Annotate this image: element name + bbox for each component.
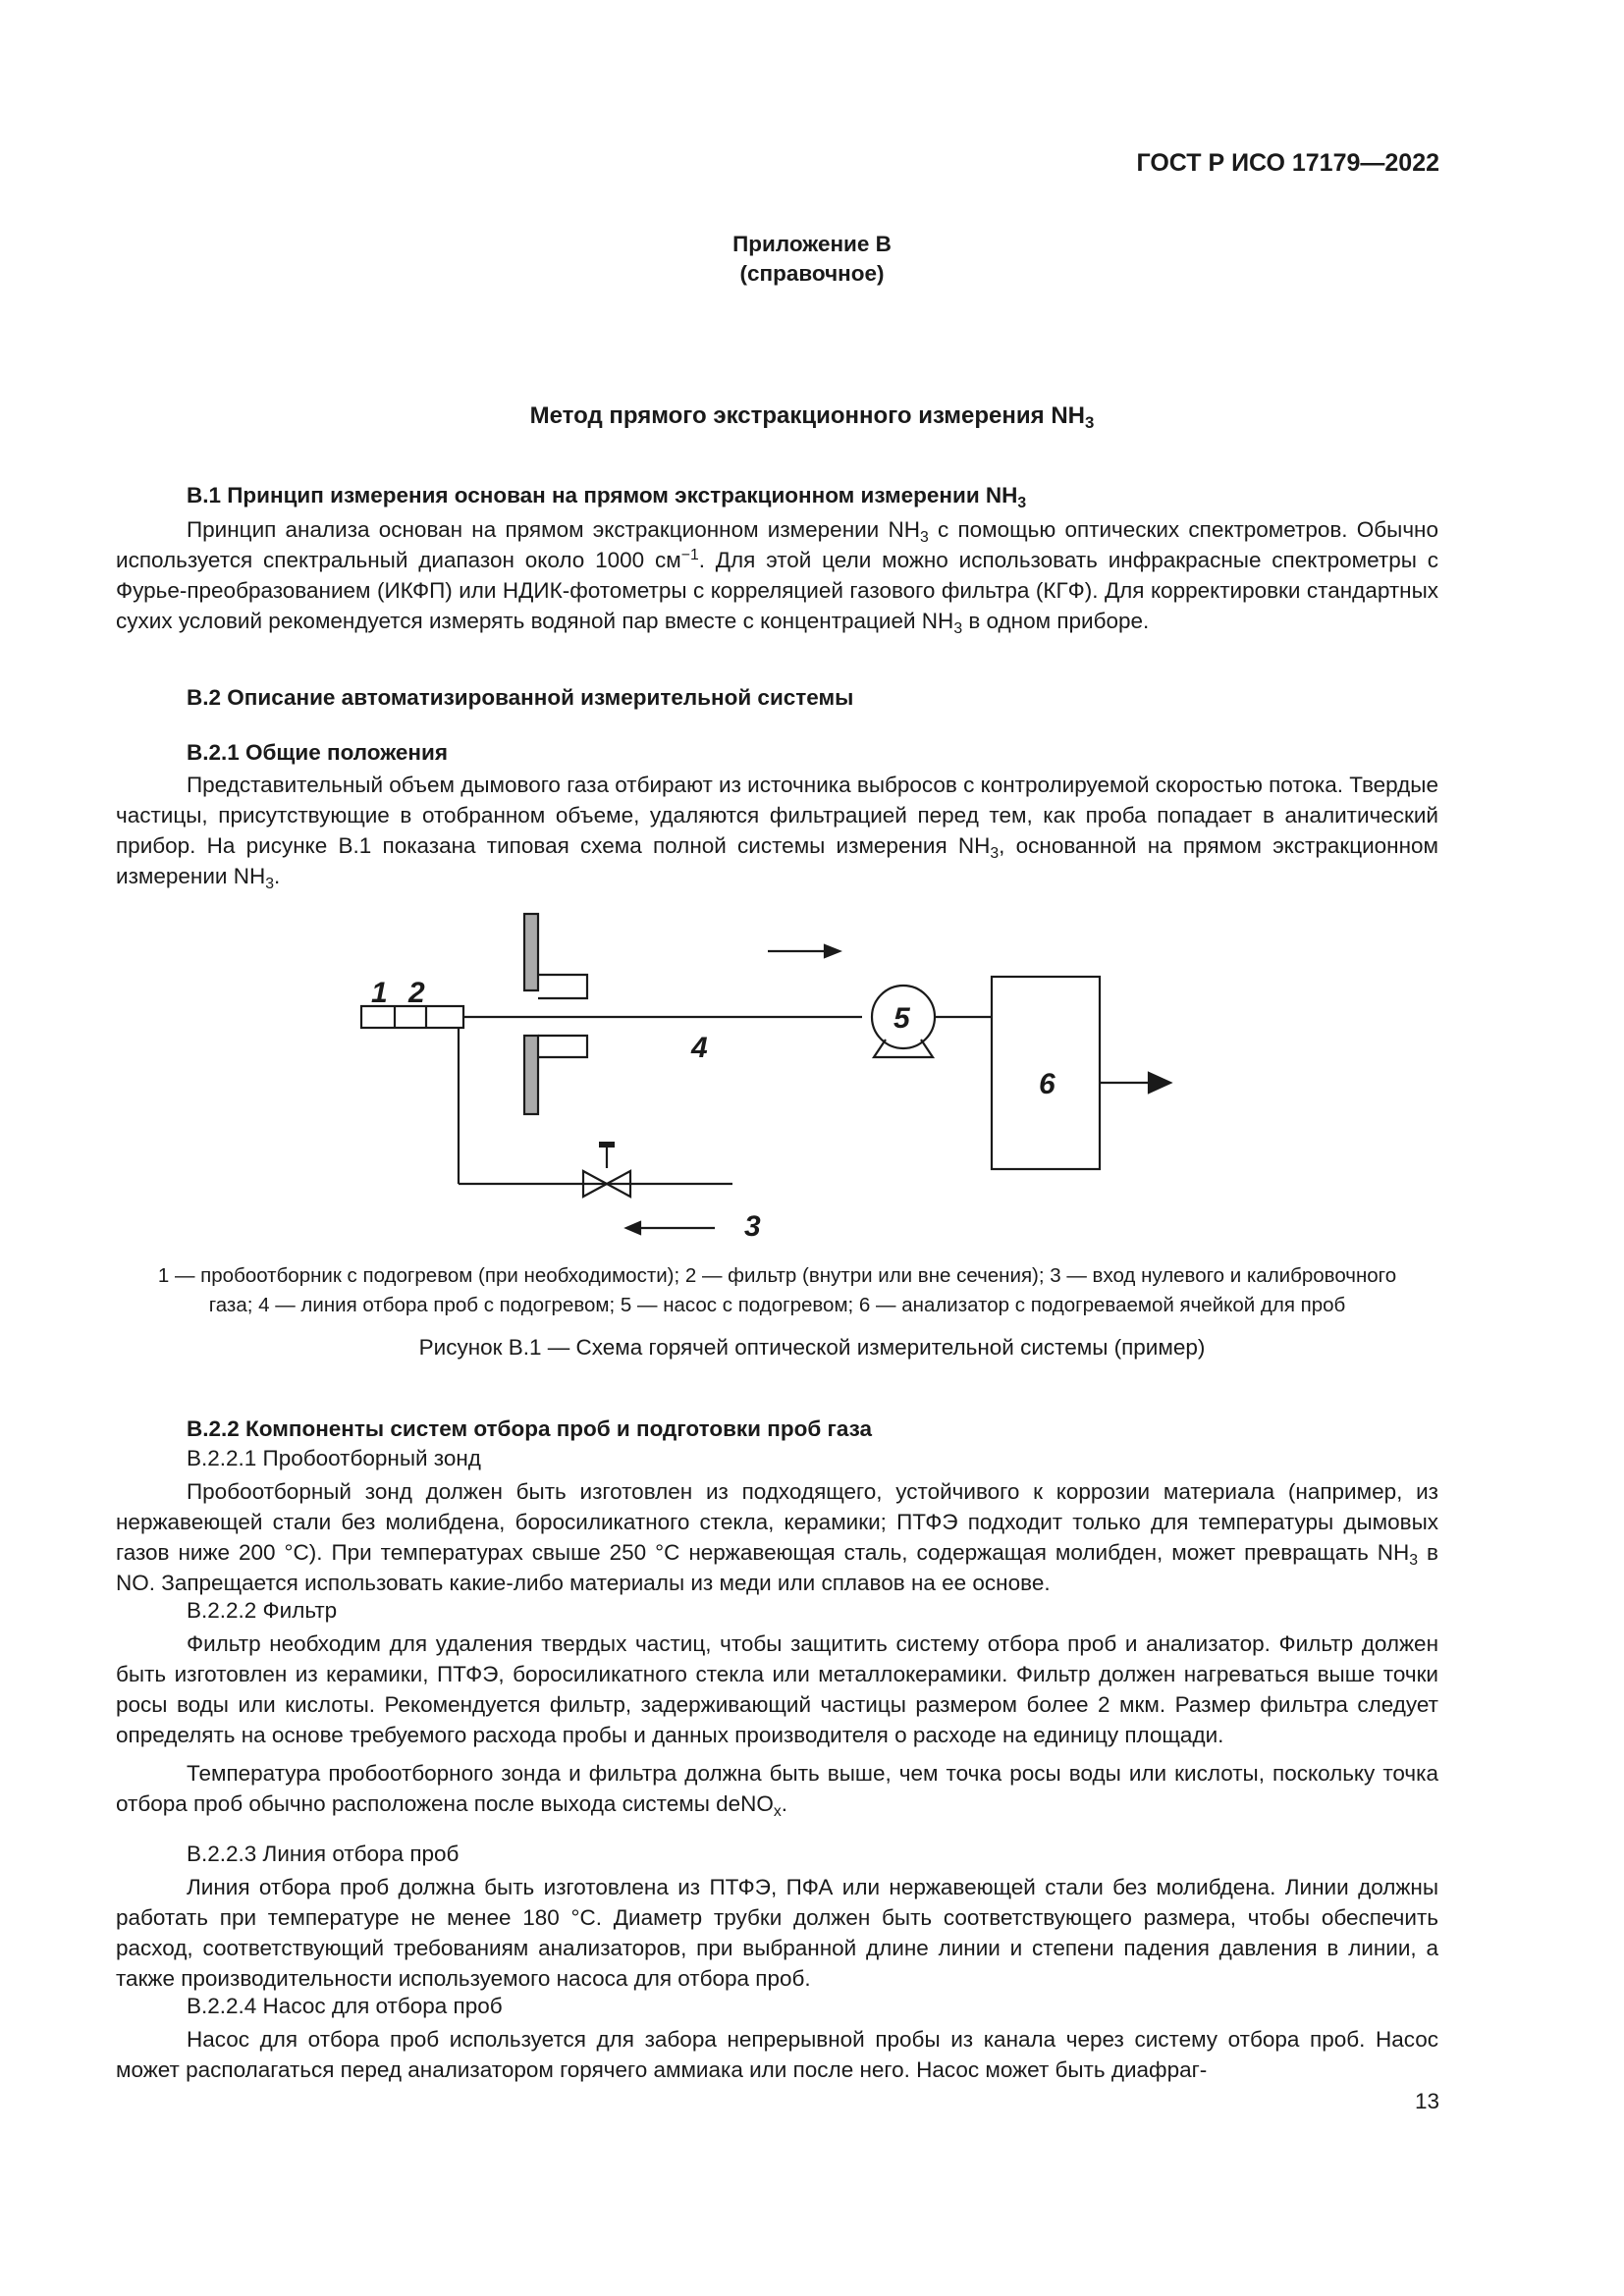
figure-caption: Рисунок B.1 — Схема горячей оптической измерительной системы (пример): [418, 1335, 1206, 1360]
figure-legend: 1 — пробоотборник с подогревом (при необходимости); 2 — фильтр (внутри или вне сечения); 3 — вход нулевого и калибровочного газа; 4 — линия отбора проб с подогревом; 5 — насос с подогревом; 6 — анализатор с подогреваемой ячейкой для проб: [157, 1264, 1397, 1316]
section-b2-heading: B.2 Описание автоматизированной измерительной системы: [187, 685, 854, 710]
appendix-title: Приложение B: [732, 232, 892, 256]
outlet-arrow: [1149, 1073, 1170, 1093]
section-b222-text: Фильтр необходим для удаления твердых частиц, чтобы защитить систему отбора проб и анализатор. Фильтр должен быть изготовлен из керамики, ПТФЭ, боросиликатного стекла или металлокерамики. Фильтр должен нагреваться выше точки росы воды или кислоты. Рекомендуется фильтр, задерживающий частицы размером более 2 мкм. Размер фильтра следует определять на основе требуемого расхода пробы и данных производителя о расходе на единицу площади. Температура пробоотборного зонда и фильтра должна быть выше, чем точка росы воды или кислоты, поскольку точка отбора проб обычно расположена после выхода системы deNO$_x$.: [116, 1631, 1438, 1820]
inlet-arrow: [626, 1222, 640, 1234]
label-4: 4: [691, 1032, 708, 1064]
section-b1-heading: B.1 Принцип измерения основан на прямом экстракционном измерении $NH_3$: [187, 483, 1027, 511]
document-id: ГОСТ Р ИСО 17179—2022: [1136, 149, 1439, 177]
flow-arrow-top: [825, 945, 839, 957]
section-b21-text: Представительный объем дымового газа отбирают из источника выбросов с контролируемой скоростью потока. Твердые частицы, присутствующие в отобранном объеме, удаляются фильтрацией перед тем, как проба попадает в аналитический прибор. На рисунке B.1 показана типовая схема полной системы измерения $NH_3$, основанной на прямом экстракционном измерении $NH_3$.: [116, 773, 1438, 892]
section-b222-title: B.2.2.2 Фильтр: [187, 1598, 338, 1623]
section-b21-heading: B.2.1 Общие положения: [187, 740, 448, 765]
label-5: 5: [893, 1002, 910, 1035]
label-6: 6: [1039, 1068, 1056, 1100]
wall-lower: [524, 1036, 538, 1114]
measurement-system-diagram: [344, 908, 1218, 1242]
appendix-kind: (справочное): [739, 261, 885, 286]
label-2: 2: [408, 977, 425, 1009]
label-3: 3: [744, 1210, 761, 1242]
section-b223-text: Линия отбора проб должна быть изготовлена из ПТФЭ, ПФА или нержавеющей стали без молибдена. Линии должны работать при температуре не менее 180 °C. Диаметр трубки должен быть соответствующего размера, чтобы обеспечить расход, соответствующий требованиям анализаторов, при выбранной длине линии и степени падения давления в линии, а также производительности используемого насоса для отбора проб.: [116, 1875, 1438, 1991]
main-title: Метод прямого экстракционного измерения $NH_3$: [529, 402, 1095, 432]
section-b221-title: B.2.2.1 Пробоотборный зонд: [187, 1446, 481, 1470]
section-b1-text: Принцип анализа основан на прямом экстракционном измерении $NH_3$ с помощью оптических спектрометров. Обычно используется спектральный диапазон около 1000 $см^{-1}$. Для этой цели можно использовать инфракрасные спектрометры с Фурье-преобразованием (ИКФП) или НДИК-фотометры с корреляцией газового фильтра (КГФ). Для корректировки стандартных сухих условий рекомендуется измерять водяной пар вместе с концентрацией $NH_3$ в одном приборе.: [116, 517, 1439, 637]
section-b221-text: Пробоотборный зонд должен быть изготовлен из подходящего, устойчивого к коррозии материала (например, из нержавеющей стали без молибдена, боросиликатного стекла, керамики; ПТФЭ подходит только для температуры дымовых газов ниже 200 °C). При температурах свыше 250 °C нержавеющая сталь, содержащая молибден, может превращать $NH_3$ в NO. Запрещается использовать какие-либо материалы из меди или сплавов на ее основе.: [116, 1479, 1438, 1595]
section-b223-title: B.2.2.3 Линия отбора проб: [187, 1842, 460, 1866]
section-b224-text: Насос для отбора проб используется для забора непрерывной пробы из канала через систему отбора проб. Насос может располагаться перед анализатором горячего аммиака или после него. Насос может быть диафраг-: [116, 2027, 1438, 2082]
wall-upper: [524, 914, 538, 990]
section-b224-title: B.2.2.4 Насос для отбора проб: [187, 1994, 503, 2018]
label-1: 1: [371, 977, 388, 1009]
probe-body: [361, 1006, 463, 1028]
page-number: 13: [1414, 2089, 1439, 2113]
section-b22-heading: B.2.2 Компоненты систем отбора проб и подготовки проб газа: [187, 1416, 873, 1441]
